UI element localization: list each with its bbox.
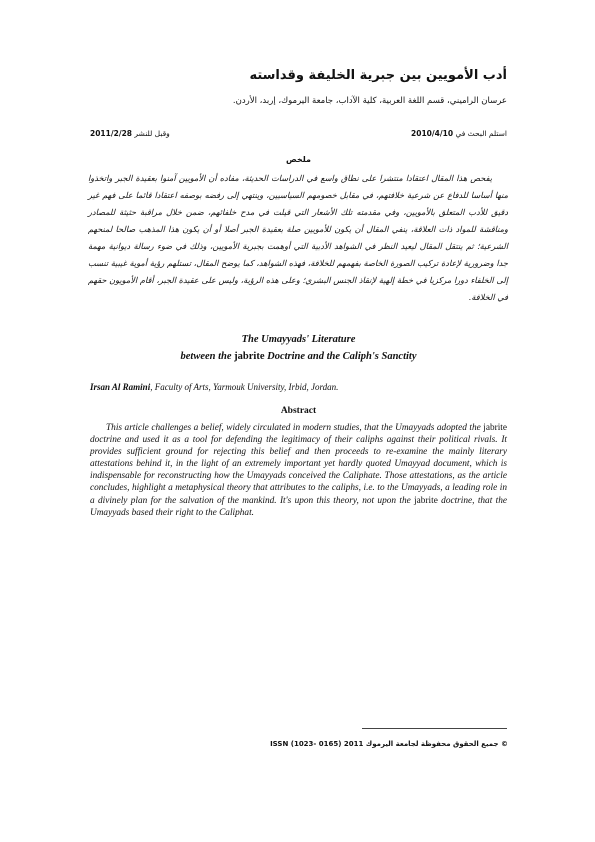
english-title-line-2 (90, 348, 507, 365)
english-title-line-1: The Umayyads' Literature (241, 334, 356, 345)
author-name: Irsan Al Ramini (90, 382, 151, 392)
arabic-author-affiliation: عرسان الراميني، قسم اللغة العربية، كلية الآداب، جامعة اليرموك، إربد، الأردن. (232, 96, 507, 106)
received-date-line (411, 129, 507, 138)
abstract-jabrite-word-1: jabrite (483, 423, 507, 433)
accepted-date-line (90, 129, 170, 138)
copyright-footer: © جميع الحقوق محفوظة لجامعة اليرموك ISSN (1023- 0165) 2011 (270, 740, 508, 748)
title-jabrite-word: jabrite (234, 351, 265, 362)
arabic-title: أدب الأمويين بين جبرية الخليفة وقداسته (249, 68, 507, 83)
arabic-abstract-heading: ملخص (286, 155, 311, 164)
publication-dates (90, 129, 507, 141)
abstract-part-3: doctrine, that the Umayyads based their right to the Caliphat. (90, 495, 507, 518)
abstract-part-2: doctrine and used it as a tool for defending the legitimacy of their caliphs against their political rivals. It provides sufficient ground for rejecting this belief and then proceeds to re-examine the mainly literary attestations behind it, in the light of an extremely important yet hardly quoted Umayyad document, which is indispensable for reconstructing how the Umayyads conceived the Caliphate. Those attestations, as the article concludes, highlight a metaphysical theory that attributes to the caliphs, i.e. to the Umayyads, a leading role in a divinely plan for the salvation of the mankind. It's upon this theory, not upon the (90, 435, 507, 506)
author-affiliation: , Faculty of Arts, Yarmouk University, Irbid, Jordan. (150, 382, 339, 392)
arabic-abstract-body: يفحص هذا المقال اعتقادا منتشرا على نطاق واسع في الدراسات الحديثة، مفاده أن الأمويين آمنوا بعقيدة الجبر واتخذوا منها أساسا للدفاع عن شرعية خلافتهم، في مقابل خصومهم السياسيين، وينتهي إلى رفضه بوصفه اعتقادا قائما على فهم غير دقيق للأدب المتعلق بالأمويين، وفي مقدمته تلك الأشعار التي قيلت في مدح خلفائهم، ضمن خلال مراقبة حثيثة للمصادر ومناقشة للمواد ذات العلاقة، ينفي المقال أن يكون للأمويين صلة بعقيدة الجبر أصلا أو أن يكون هذا المذهب صالحا لمنحهم الشرعية؛ ثم ينتقل المقال ليعيد النظر في الشواهد الأدبية التي أوهمت بجبرية الأمويين، وذلك في ضوء رسالة ديوانية مهمة جدا وضرورية لإعادة تركيب الصورة الخاصة بفهمهم للخلافة، فهذه الشواهد، كما يوضح المقال، تستلهم رؤية أموية غيبية تنسب إلى الخلفاء دورا مركزيا في خطة إلهية لإنقاذ الجنس البشري؛ وعلى هذه الرؤية، وليس على عقيدة الجبر، أقام الأمويون حقهم في الخلافة. (88, 173, 508, 302)
accepted-label: وقبل للنشر (134, 129, 170, 138)
abstract-jabrite-word-2: jabrite (414, 495, 438, 506)
english-title (90, 331, 507, 365)
english-author-line (90, 382, 507, 392)
abstract-part-1: This article challenges a belief, widely circulated in modern studies, that the Umayyads adopted the (106, 423, 484, 433)
english-abstract-body (90, 422, 507, 519)
accepted-date: 2011/2/28 (90, 129, 133, 138)
received-label: استلم البحث في (455, 129, 507, 138)
english-abstract-heading: Abstract (280, 406, 317, 416)
title-line-2-end: Doctrine and the Caliph's Sanctity (264, 351, 417, 362)
title-line-2-start: between the (180, 351, 235, 362)
received-date: 2010/4/10 (411, 129, 454, 138)
footnote-divider (362, 728, 507, 729)
